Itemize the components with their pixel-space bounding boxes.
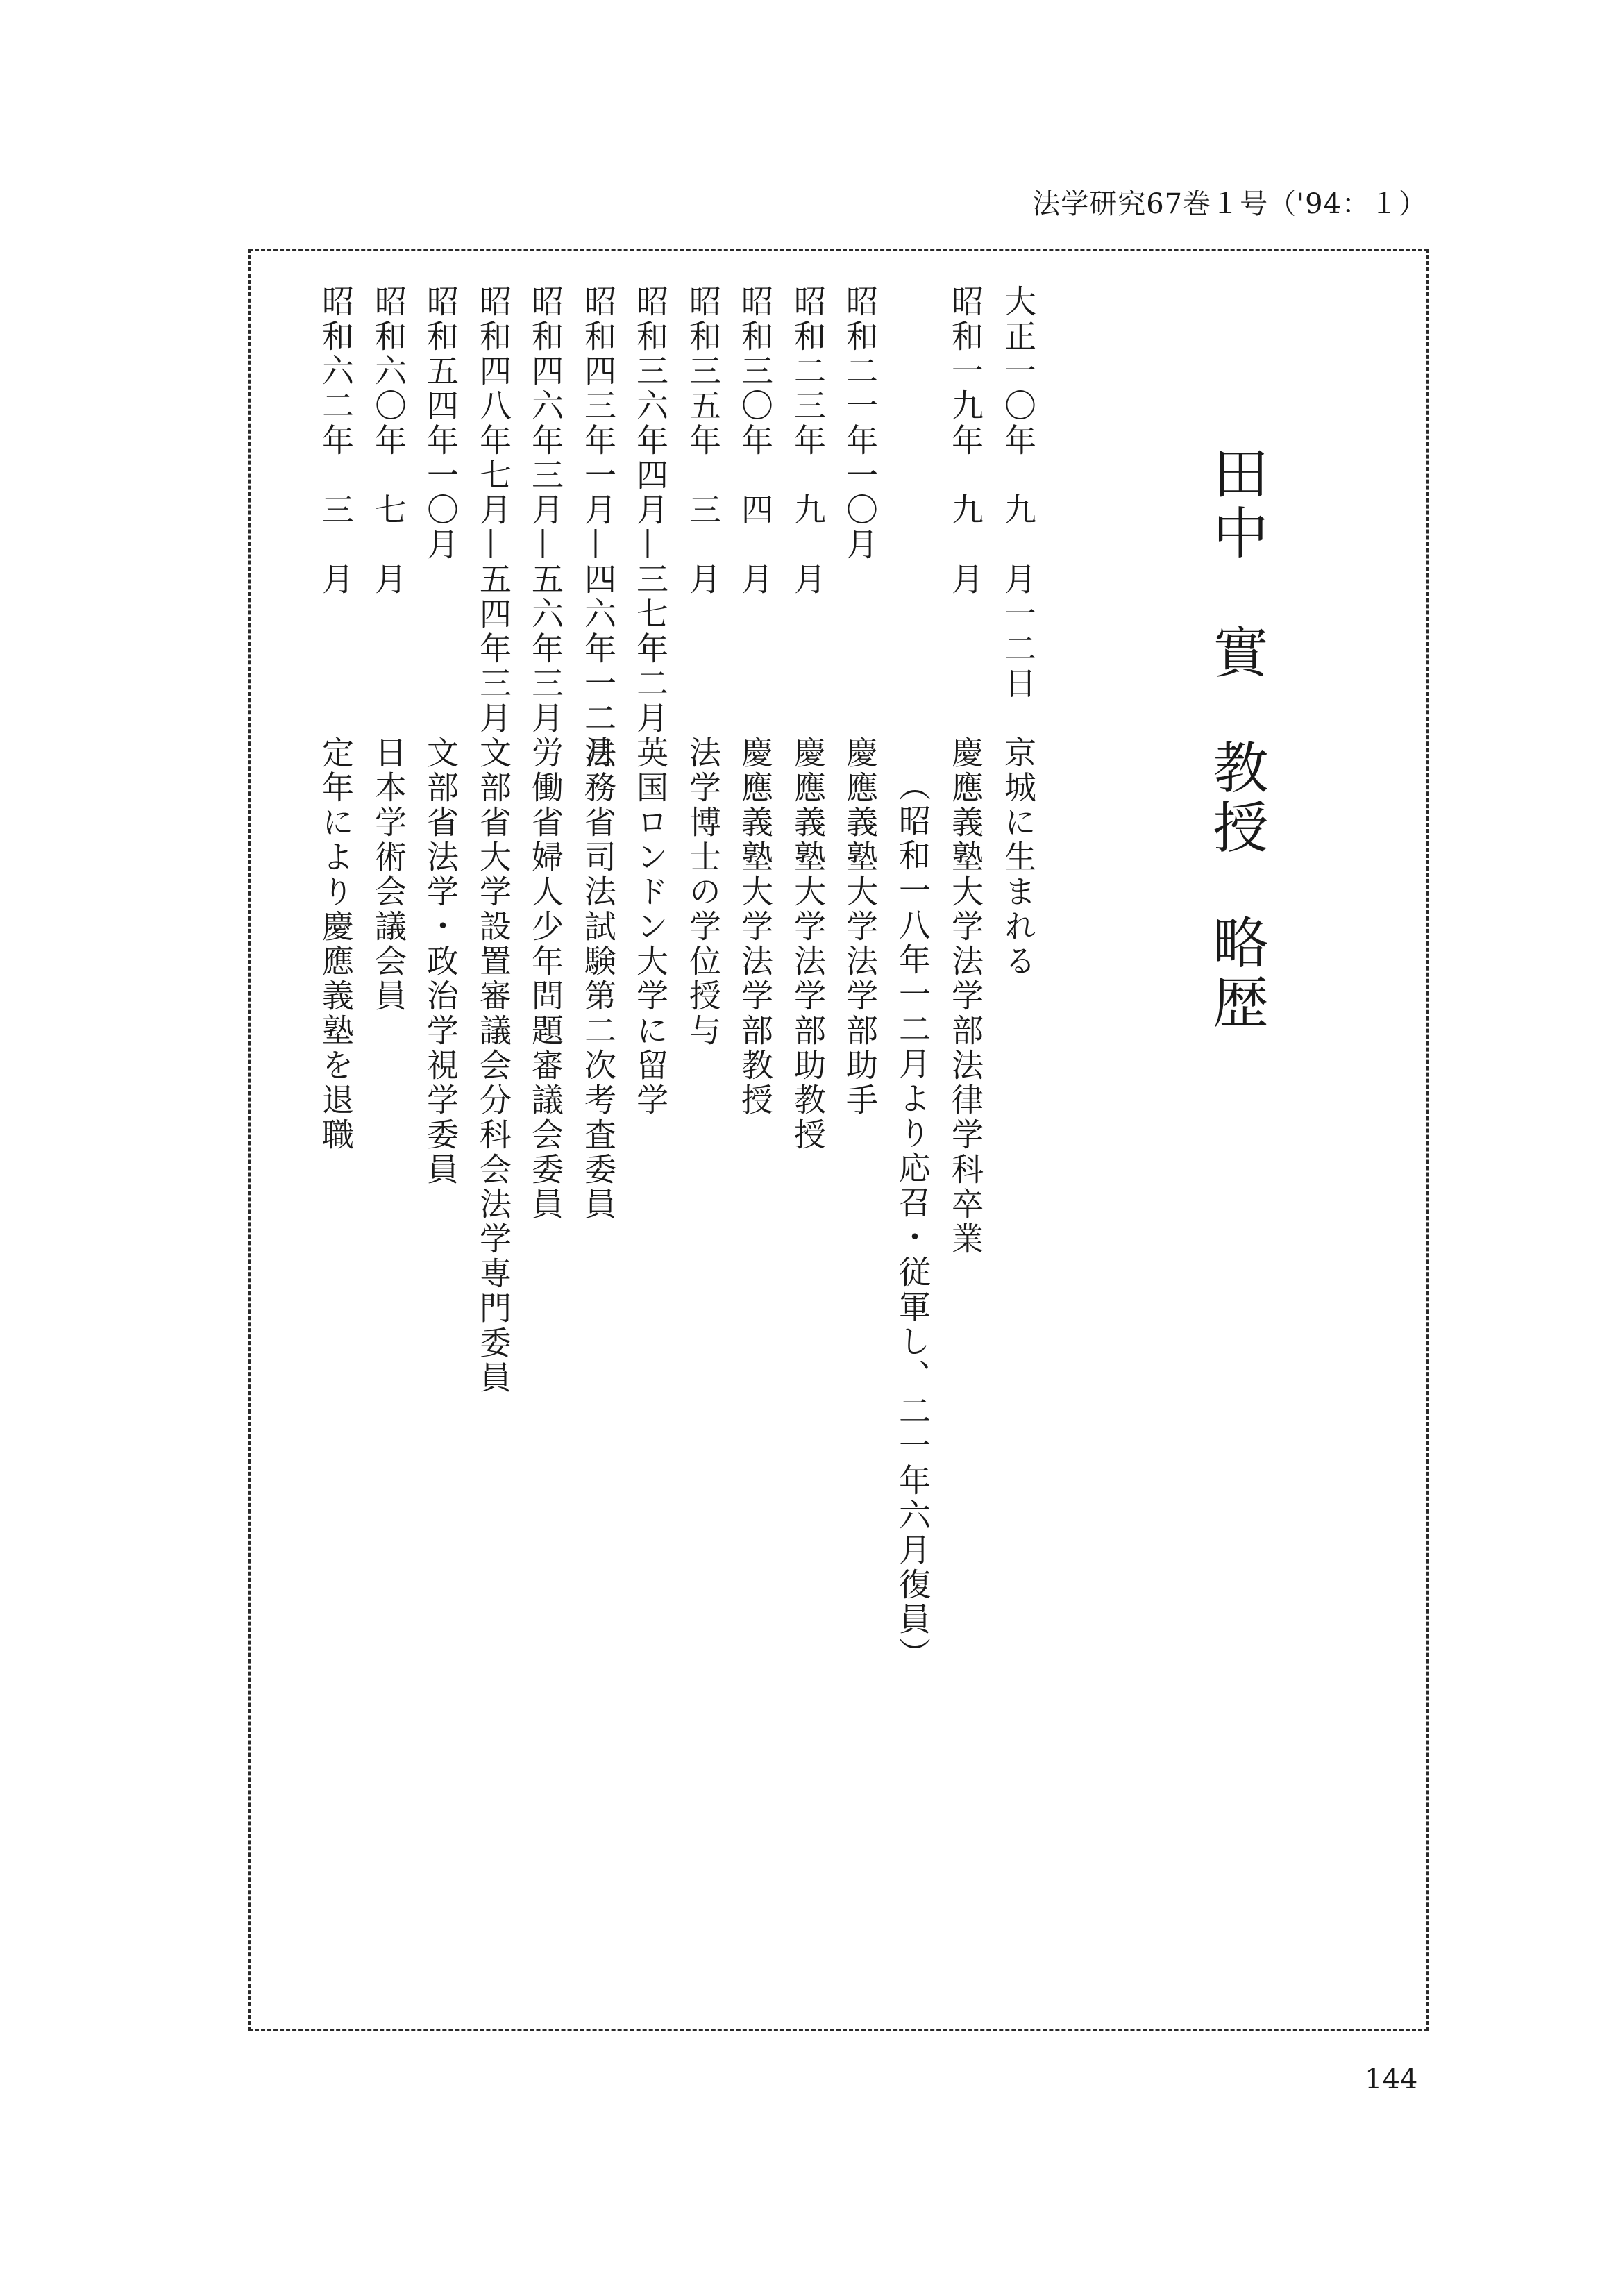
entry-event: 日本学術会議会員 bbox=[370, 736, 407, 1014]
entry-date: 昭和二一年一〇月 bbox=[841, 285, 879, 562]
entry-date: 昭和三五年 三 月 bbox=[684, 285, 722, 597]
entry-event: 法学博士の学位授与 bbox=[684, 736, 722, 1048]
professor-rank: 教授 bbox=[1204, 739, 1268, 858]
entry-event: 文部省法学・政治学視学委員 bbox=[422, 736, 460, 1187]
entry-event: 文部省大学設置審議会分科会法学専門委員 bbox=[475, 736, 512, 1396]
entry-event: 慶應義塾大学法学部教授 bbox=[736, 736, 774, 1118]
professor-name: 田中 實 bbox=[1204, 444, 1268, 683]
entry-date: 昭和六二年 三 月 bbox=[317, 285, 355, 597]
entry-date: 昭和五四年一〇月 bbox=[422, 285, 460, 562]
running-head: 法学研究67巻１号（'94：１） bbox=[1032, 188, 1427, 220]
page-number: 144 bbox=[1365, 2063, 1418, 2095]
entry-event: 慶應義塾大学法学部助教授 bbox=[789, 736, 827, 1153]
entry-note: （昭和一八年一二月より応召・従軍し、二一年六月復員） bbox=[894, 769, 932, 1672]
entry-date: 大正一〇年 九 月一二日 bbox=[1000, 285, 1037, 701]
entry-event: 英国ロンドン大学に留学 bbox=[632, 736, 669, 1118]
entry-event: 慶應義塾大学法学部法律学科卒業 bbox=[947, 736, 984, 1257]
entry-date: 昭和六〇年 七 月 bbox=[370, 285, 407, 597]
heading-label: 略歴 bbox=[1204, 914, 1268, 1033]
entry-date: 昭和三六年四月—三七年二月 bbox=[632, 285, 669, 736]
entry-date: 昭和三〇年 四 月 bbox=[736, 285, 774, 597]
entry-event: 定年により慶應義塾を退職 bbox=[317, 736, 355, 1153]
entry-date: 昭和二三年 九 月 bbox=[789, 285, 827, 597]
entry-event: 慶應義塾大学法学部助手 bbox=[841, 736, 879, 1118]
entry-date: 昭和四三年一月—四六年一二月 bbox=[580, 285, 617, 771]
entry-date: 昭和四八年七月—五四年三月 bbox=[475, 285, 512, 736]
entry-event: 法務省司法試験第二次考査委員 bbox=[580, 736, 617, 1222]
entry-date: 昭和四六年三月—五六年三月 bbox=[527, 285, 564, 736]
entry-event: 京城に生まれる bbox=[1000, 736, 1037, 979]
entry-date: 昭和一九年 九 月 bbox=[947, 285, 984, 597]
entry-event: 労働省婦人少年問題審議会委員 bbox=[527, 736, 564, 1222]
page-title bbox=[1204, 444, 1268, 1033]
